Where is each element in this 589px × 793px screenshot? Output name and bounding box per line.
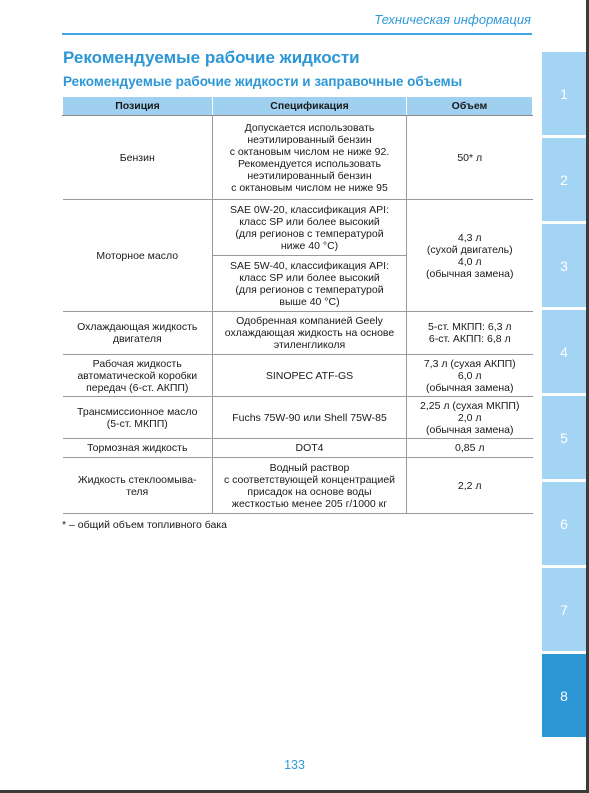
chapter-tab-7[interactable]: 7 xyxy=(542,568,586,651)
cell-position: Трансмиссионное масло (5-ст. МКПП) xyxy=(63,397,213,439)
chapter-tabs xyxy=(542,52,586,740)
table-row xyxy=(63,439,533,458)
table-row xyxy=(63,397,533,439)
cell-position: Рабочая жидкость автоматической коробки передач (6-ст. АКПП) xyxy=(63,355,213,397)
cell-volume: 2,25 л (сухая МКПП) 2,0 л (обычная замена) xyxy=(407,397,533,439)
cell-spec: Допускается использовать неэтилированный бензин с октановым числом не ниже 92. Рекомендуется использовать неэтилированный бензин с октановым числом не ниже 95 xyxy=(213,116,407,200)
chapter-tab-1[interactable]: 1 xyxy=(542,52,586,135)
cell-spec: SAE 5W-40, классификация API: класс SP или более высокий (для регионов с температурой выше 40 °C) xyxy=(213,256,407,312)
fluids-table xyxy=(62,96,533,514)
cell-spec: DOT4 xyxy=(213,439,407,458)
cell-position: Бензин xyxy=(63,116,213,200)
cell-volume: 2,2 л xyxy=(407,458,533,514)
chapter-tab-3[interactable]: 3 xyxy=(542,224,586,307)
cell-spec: Одобренная компанией Geely охлаждающая жидкость на основе этиленгликоля xyxy=(213,312,407,355)
cell-volume: 50* л xyxy=(407,116,533,200)
cell-volume: 4,3 л (сухой двигатель) 4,0 л (обычная замена) xyxy=(407,200,533,312)
cell-volume: 7,3 л (сухая АКПП) 6,0 л (обычная замена) xyxy=(407,355,533,397)
table-row xyxy=(63,355,533,397)
cell-spec: Водный раствор с соответствующей концентрацией присадок на основе воды жесткостью менее 205 г/1000 кг xyxy=(213,458,407,514)
cell-spec: SINOPEC ATF-GS xyxy=(213,355,407,397)
chapter-tab-2[interactable]: 2 xyxy=(542,138,586,221)
column-header-position: Позиция xyxy=(63,97,213,116)
section-title: Рекомендуемые рабочие жидкости xyxy=(63,48,360,67)
table-footnote: * – общий объем топливного бака xyxy=(62,519,228,531)
table-header-row xyxy=(63,97,533,116)
chapter-tab-6[interactable]: 6 xyxy=(542,482,586,565)
column-header-spec: Спецификация xyxy=(213,97,407,116)
cell-spec: SAE 0W-20, классификация API: класс SP или более высокий (для регионов с температурой ниже 40 °C) xyxy=(213,200,407,256)
table-row xyxy=(63,458,533,514)
chapter-tab-8[interactable]: 8 xyxy=(542,654,586,737)
header-divider xyxy=(62,33,532,35)
cell-position: Охлаждающая жидкость двигателя xyxy=(63,312,213,355)
chapter-tab-4[interactable]: 4 xyxy=(542,310,586,393)
cell-volume: 0,85 л xyxy=(407,439,533,458)
table-row xyxy=(63,200,533,256)
cell-position: Тормозная жидкость xyxy=(63,439,213,458)
cell-position: Моторное масло xyxy=(63,200,213,312)
section-subtitle: Рекомендуемые рабочие жидкости и заправочные объемы xyxy=(63,74,463,89)
chapter-tab-5[interactable]: 5 xyxy=(542,396,586,479)
column-header-volume: Объем xyxy=(407,97,533,116)
cell-spec: Fuchs 75W-90 или Shell 75W-85 xyxy=(213,397,407,439)
cell-position: Жидкость стеклоомыва- теля xyxy=(63,458,213,514)
table-row xyxy=(63,116,533,200)
cell-volume: 5-ст. МКПП: 6,3 л 6-ст. АКПП: 6,8 л xyxy=(407,312,533,355)
page-number: 133 xyxy=(284,758,305,772)
table-row xyxy=(63,312,533,355)
running-header: Техническая информация xyxy=(374,12,531,27)
